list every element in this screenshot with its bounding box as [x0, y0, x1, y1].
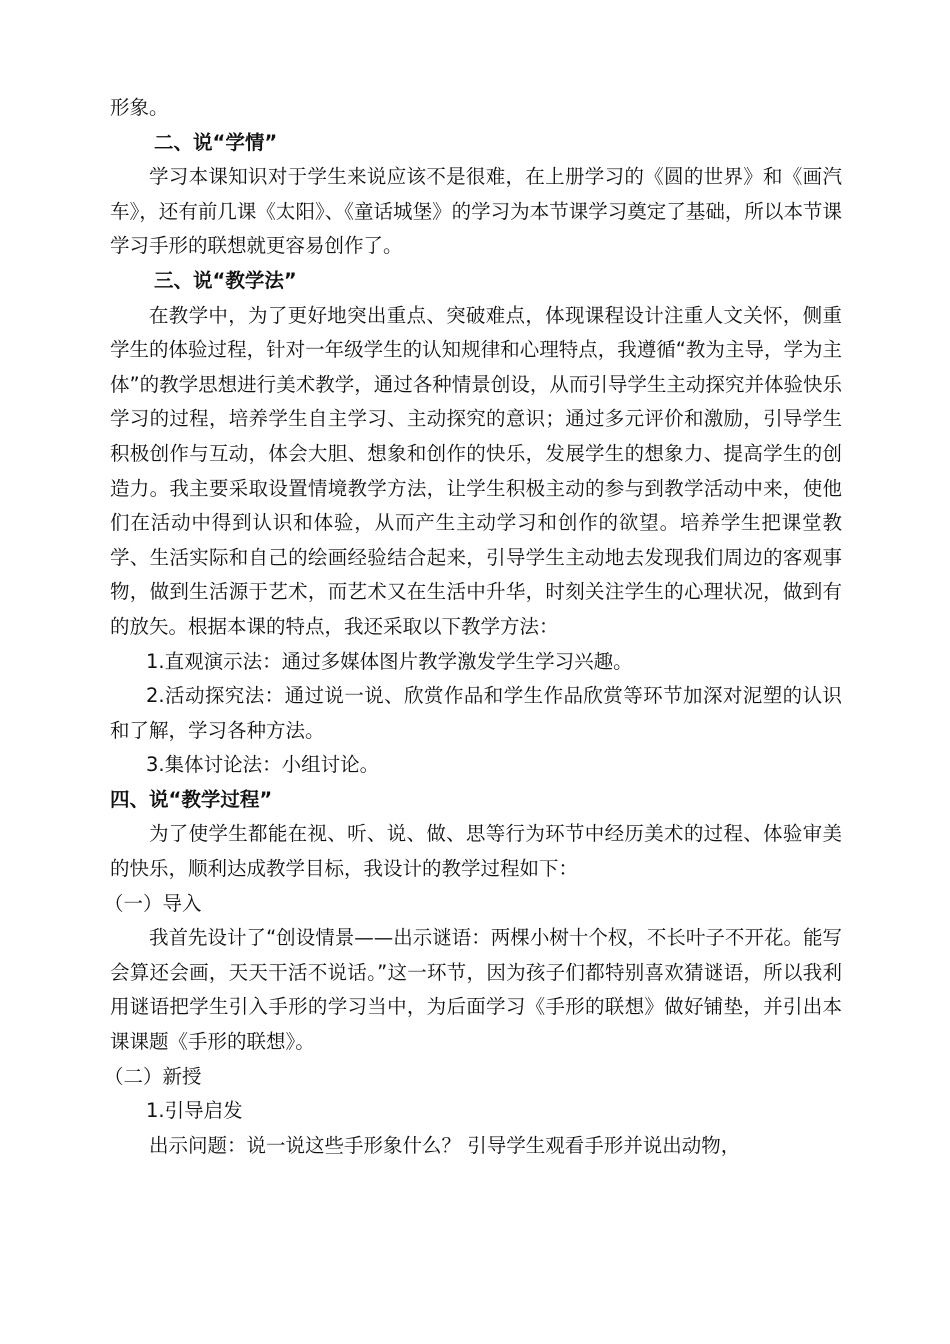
subsection-heading-new-lesson: （二）新授 [104, 1064, 202, 1088]
method-item-2: 2.活动探究法：通过说一说、欣赏作品和学生作品欣赏等环节加深对泥塑的认识和了解，学习各种方法。 [110, 684, 842, 742]
paragraph-continuation: 形象。 [110, 96, 169, 119]
paragraph-teaching-methods: 在教学中，为了更好地突出重点、突破难点，体现课程设计注重人文关怀，侧重学生的体验过程，针对一年级学生的认知规律和心理特点，我遵循“教为主导，学为主体”的教学思想进行美术教学，通过各种情景创设，从而引导学生主动探究并体验快乐学习的过程，培养学生自主学习、主动探究的意识；通过多元评价和激励，引导学生积极创作与互动，体会大胆、想象和创作的快乐，发展学生的想象力、提高学生的创造力。我主要采取设置情境教学方法，让学生积极主动的参与到教学活动中来，使他们在活动中得到认识和体验，从而产生主动学习和创作的欲望。培养学生把课堂教学、生活实际和自己的绘画经验结合起来，引导学生主动地去发现我们周边的客观事物，做到生活源于艺术，而艺术又在生活中升华，时刻关注学生的心理状况，做到有的放矢。根据本课的特点，我还采取以下教学方法： [110, 303, 842, 638]
section-heading-teaching-process: 四、说“教学过程” [110, 787, 273, 811]
method-item-3: 3.集体讨论法：小组讨论。 [146, 753, 380, 777]
document-body [104, 91, 842, 1163]
step-item-1: 1.引导启发 [146, 1099, 243, 1123]
subsection-heading-introduction: （一）导入 [104, 891, 202, 915]
paragraph-introduction: 我首先设计了“创设情景——出示谜语：两棵小树十个杈，不长叶子不开花。能写会算还会画，天天干活不说话。”这一环节，因为孩子们都特别喜欢猜谜语，所以我利用谜语把学生引入手形的学习当中，为后面学习《手形的联想》做好铺垫，并引出本课课题《手形的联想》。 [110, 926, 842, 1054]
paragraph-teaching-process: 为了使学生都能在视、听、说、做、思等行为环节中经历美术的过程、体验审美的快乐，顺利达成教学目标，我设计的教学过程如下： [110, 822, 842, 881]
section-heading-learning-situation: 二、说“学情” [154, 130, 278, 154]
paragraph-guidance: 出示问题：说一说这些手形象什么？ 引导学生观看手形并说出动物， [149, 1133, 741, 1157]
method-item-1: 1.直观演示法：通过多媒体图片教学激发学生学习兴趣。 [146, 649, 633, 673]
section-heading-teaching-methods: 三、说“教学法” [154, 268, 297, 292]
paragraph-learning-situation: 学习本课知识对于学生来说应该不是很难，在上册学习的《圆的世界》和《画汽车》，还有前几课《太阳》、《童话城堡》的学习为本节课学习奠定了基础，所以本节课学习手形的联想就更容易创作了。 [110, 165, 842, 258]
